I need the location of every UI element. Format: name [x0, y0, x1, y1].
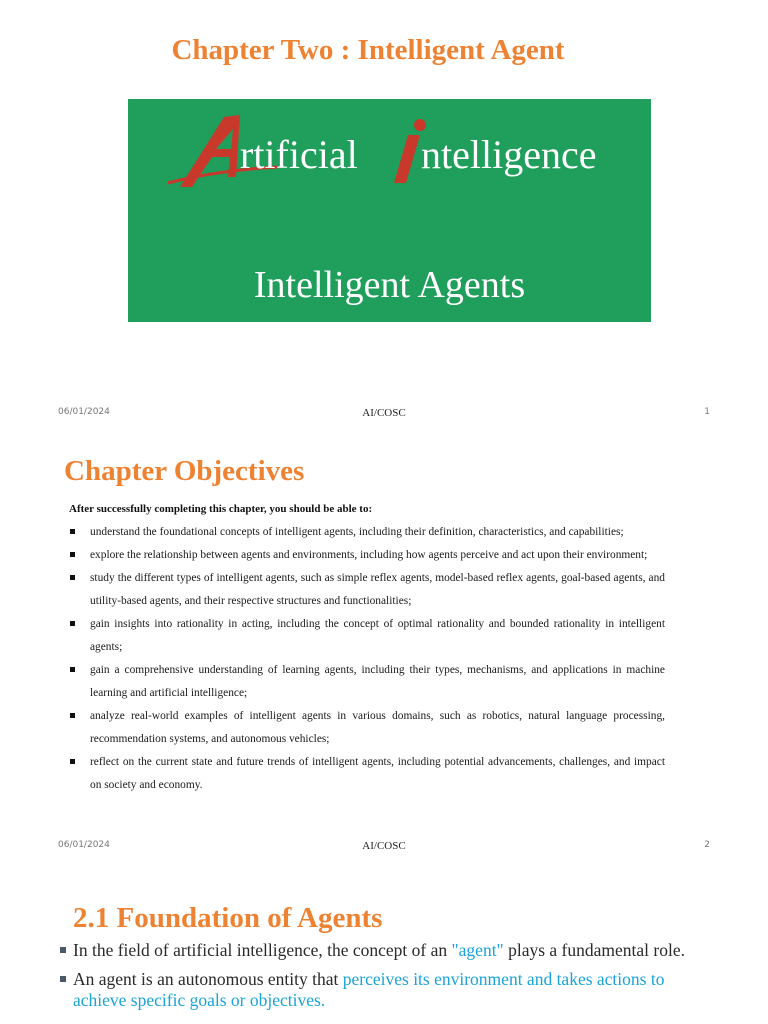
svg-text:rtificial: rtificial	[240, 132, 358, 177]
objective-text: gain a comprehensive understanding of learning agents, including their types, mechanisms, and applications in machine learning and artificial intelligence;	[90, 664, 665, 699]
footer-date: 06/01/2024	[58, 407, 110, 417]
objectives-intro: After successfully completing this chapter, you should be able to:	[69, 503, 373, 515]
objective-item	[69, 659, 665, 705]
highlighted-term: "agent"	[451, 940, 504, 960]
footer-date: 06/01/2024	[58, 840, 110, 850]
square-bullet-icon	[70, 552, 75, 557]
bullet-text: plays a fundamental role.	[503, 940, 685, 960]
square-bullet-icon	[70, 667, 75, 672]
objective-text: explore the relationship between agents and environments, including how agents perceive and act upon their environment;	[90, 549, 648, 561]
slide-footer	[0, 840, 768, 854]
objective-text: study the different types of intelligent agents, such as simple reflex agents, model-based reflex agents, goal-based agents, and utility-based agents, and their respective structures and functionalities;	[90, 572, 665, 607]
bullet-text: In the field of artificial intelligence, the concept of an	[73, 940, 452, 960]
objective-text: reflect on the current state and future trends of intelligent agents, including potential advancements, challenges, and impact on society and economy.	[90, 756, 665, 791]
slide-2	[0, 435, 768, 865]
artificial-intelligence-logo	[128, 99, 651, 229]
objective-item	[69, 751, 665, 797]
section-bullets	[60, 940, 710, 1019]
objective-item	[69, 544, 665, 567]
slide-footer	[0, 407, 768, 421]
square-bullet-icon	[60, 976, 66, 982]
objective-text: gain insights into rationality in acting, including the concept of optimal rationality and bounded rationality in intelligent agents;	[90, 618, 665, 653]
footer-course: AI/COSC	[362, 840, 406, 852]
square-bullet-icon	[70, 621, 75, 626]
objective-item	[69, 567, 665, 613]
highlighted-phrase: perceives its environment and takes actions to achieve specific goals or objectives.	[73, 969, 665, 1010]
slide-3	[0, 865, 768, 1024]
section-title: 2.1 Foundation of Agents	[73, 902, 383, 934]
cover-subtitle-text: Intelligent Agents	[253, 264, 526, 306]
bullet-item	[60, 940, 710, 961]
square-bullet-icon	[70, 759, 75, 764]
objectives-list	[69, 521, 665, 797]
objective-item	[69, 705, 665, 751]
square-bullet-icon	[70, 529, 75, 534]
footer-page-number: 2	[704, 840, 710, 850]
objectives-title: Chapter Objectives	[64, 455, 305, 487]
svg-text:ntelligence: ntelligence	[421, 132, 597, 177]
square-bullet-icon	[60, 947, 66, 953]
bullet-item	[60, 969, 710, 1011]
cover-image	[128, 99, 651, 322]
objective-text: analyze real-world examples of intelligent agents in various domains, such as robotics, natural language processing, recommendation systems, and autonomous vehicles;	[90, 710, 665, 745]
objective-item	[69, 613, 665, 659]
square-bullet-icon	[70, 575, 75, 580]
objective-text: understand the foundational concepts of intelligent agents, including their definition, characteristics, and capabilities;	[90, 526, 624, 538]
bullet-text: An agent is an autonomous entity that	[73, 969, 343, 989]
chapter-title: Chapter Two : Intelligent Agent	[171, 34, 565, 66]
slide-1	[0, 0, 768, 435]
objective-item	[69, 521, 665, 544]
footer-page-number: 1	[704, 407, 710, 417]
footer-course: AI/COSC	[362, 407, 406, 419]
square-bullet-icon	[70, 713, 75, 718]
